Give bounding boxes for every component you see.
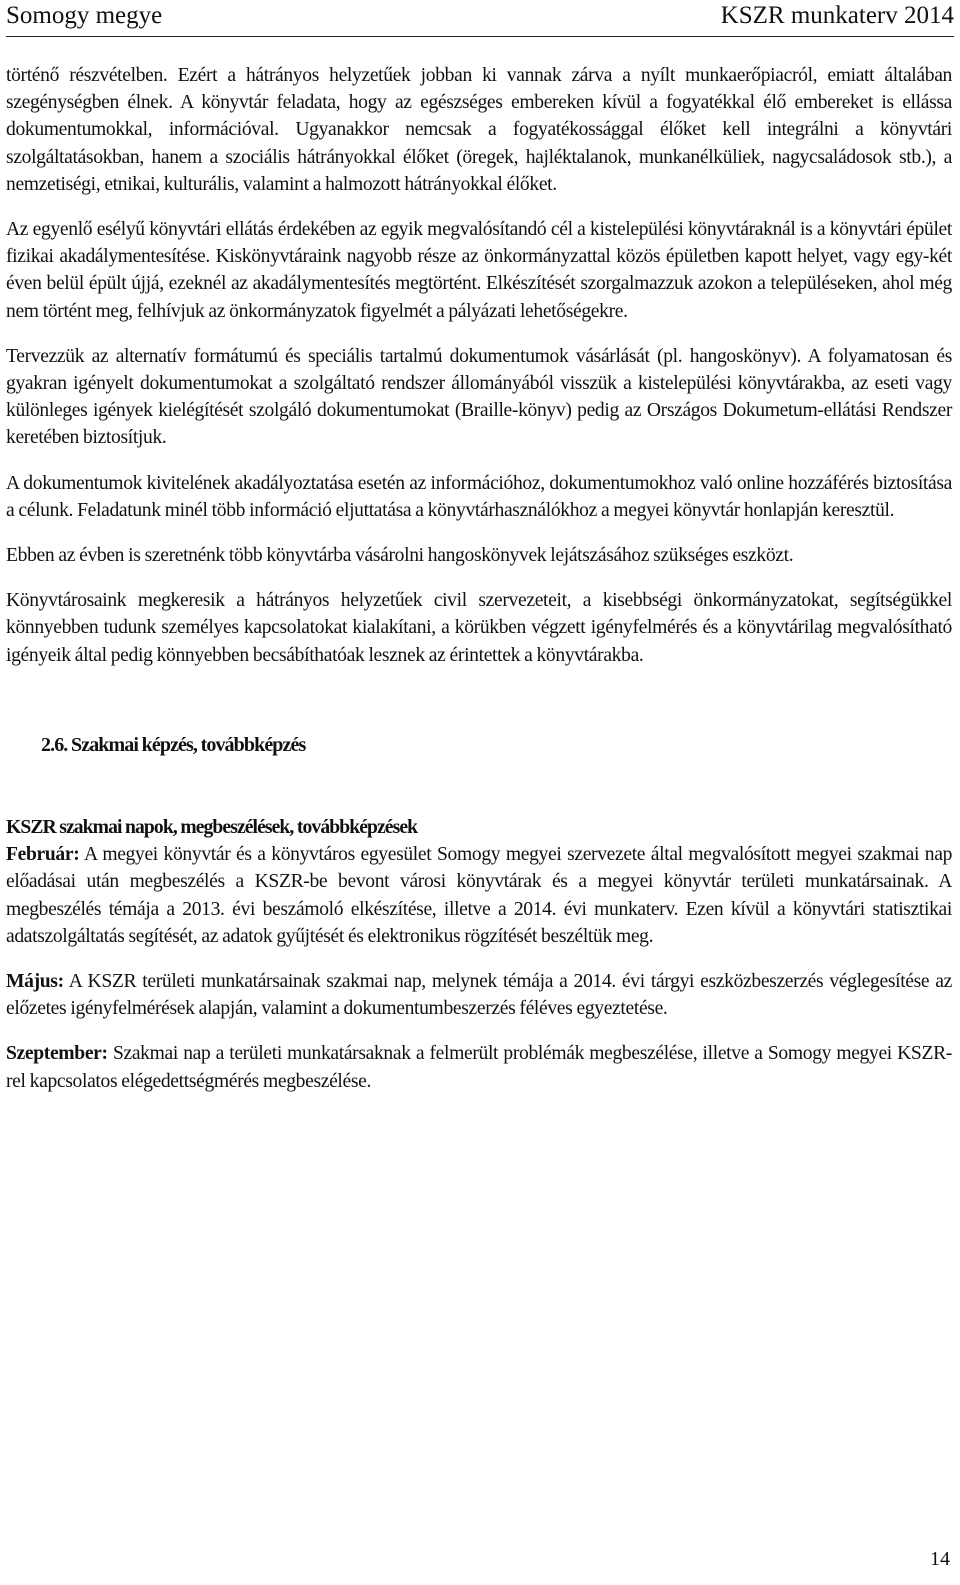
paragraph-1: történő részvételben. Ezért a hátrányos helyzetűek jobban ki vannak zárva a nyílt munkaerőpiacról, emiatt általában szegénységben élnek. A könyvtár feladata, hogy az egészséges embereken kívül a fogyatékkal élő embereket is ellássa dokumentumokkal, információval. Ugyanakkor nemcsak a fogyatékossággal élőket kell integrálni a könyvtári szolgáltatásokban, hanem a szociális hátrányokkal élőket (öregek, hajléktalanok, munkanélküliek, nagycsaládosok stb.), a nemzetiségi, etnikai, kulturális, valamint a halmozott hátrányokkal élőket. [6,65,952,195]
event-february [6,841,952,950]
sub-heading: KSZR szakmai napok, megbeszélések, továbbképzések [6,817,418,839]
event-may [6,968,952,1022]
paragraph-5: Ebben az évben is szeretnénk több könyvtárba vásárolni hangoskönyvek lejátszásához szükséges eszközt. [6,545,794,567]
paragraph-3: Tervezzük az alternatív formátumú és speciális tartalmú dokumentumok vásárlását (pl. hangoskönyv). A folyamatosan és gyakran igényelt dokumentumokat a szolgáltató rendszer állományából visszük a kistelepülési könyvtárakba, az eseti vagy különleges igények kielégítését szolgáló dokumentumokat (Braille-könyv) pedig az Országos Dokumetum-ellátási Rendszer keretében biztosítjuk. [6,345,952,449]
event-text: A megyei könyvtár és a könyvtáros egyesület Somogy megyei szervezete által megvalósított megyei szakmai nap előadásai után megbeszélés a KSZR-be bevont városi könyvtárak és a megyei könyvtár területi munkatársainak. A megbeszélés témája a 2013. évi beszámoló elkészítése, illetve a 2014. évi munkaterv. Ezen kívül a könyvtári statisztikai adatszolgáltatás segítését, az adatok gyűjtését és elektronikus rögzítését beszéltük meg. [6,844,953,947]
event-label: Május: [6,971,64,993]
paragraph-6: Könyvtárosaink megkeresik a hátrányos helyzetűek civil szervezeteit, a kisebbségi önkormányzatokat, segítségükkel könnyebben tudunk személyes kapcsolatokat kialakítani, a körükben végzett igényfelmérés és a könyvtárilag megvalósítható igényeik által pedig könnyebben becsábíthatóak lesznek az érintettek a könyvtárakba. [6,590,952,666]
section-heading: 2.6. Szakmai képzés, továbbképzés [41,733,306,756]
event-september [6,1040,952,1094]
paragraph-2: Az egyenlő esélyű könyvtári ellátás érdekében az egyik megvalósítandó cél a kistelepülési könyvtáraknál is a könyvtári épület fizikai akadálymentesítése. Kiskönyvtáraink nagyobb része az önkormányzattal közös épületben kapott helyet, vagy egy-két éven belül épült újjá, ezeknél az akadálymentesítés megtörtént. Elkészítését szorgalmazzuk azokon a településeken, ahol még nem történt meg, felhívjuk az önkormányzatok figyelmét a pályázati lehetőségekre. [6,219,952,322]
page-header [6,0,954,37]
header-left-title: Somogy megye [6,2,163,29]
event-text: A KSZR területi munkatársainak szakmai nap, melynek témája a 2014. évi tárgyi eszközbeszerzés véglegesítése az előzetes igényfelmérések alapján, valamint a dokumentumbeszerzés féléves egyeztetése. [6,971,953,1020]
page-number: 14 [930,1548,950,1570]
event-text: Szakmai nap a területi munkatársaknak a felmerült problémák megbeszélése, illetve a Somogy megyei KSZR-rel kapcsolatos elégedettségmérés megbeszélése. [6,1043,952,1092]
document-body [6,62,952,1095]
paragraph-4: A dokumentumok kivitelének akadályoztatása esetén az információhoz, dokumentumokhoz való online hozzáférés biztosítása a célunk. Feladatunk minél több információ eljuttatása a könyvtárhasználókhoz a megyei könyvtár honlapján keresztül. [6,472,952,521]
header-right-title: KSZR munkaterv 2014 [720,2,954,29]
event-label: Szeptember: [6,1043,108,1065]
event-label: Február: [6,844,80,866]
